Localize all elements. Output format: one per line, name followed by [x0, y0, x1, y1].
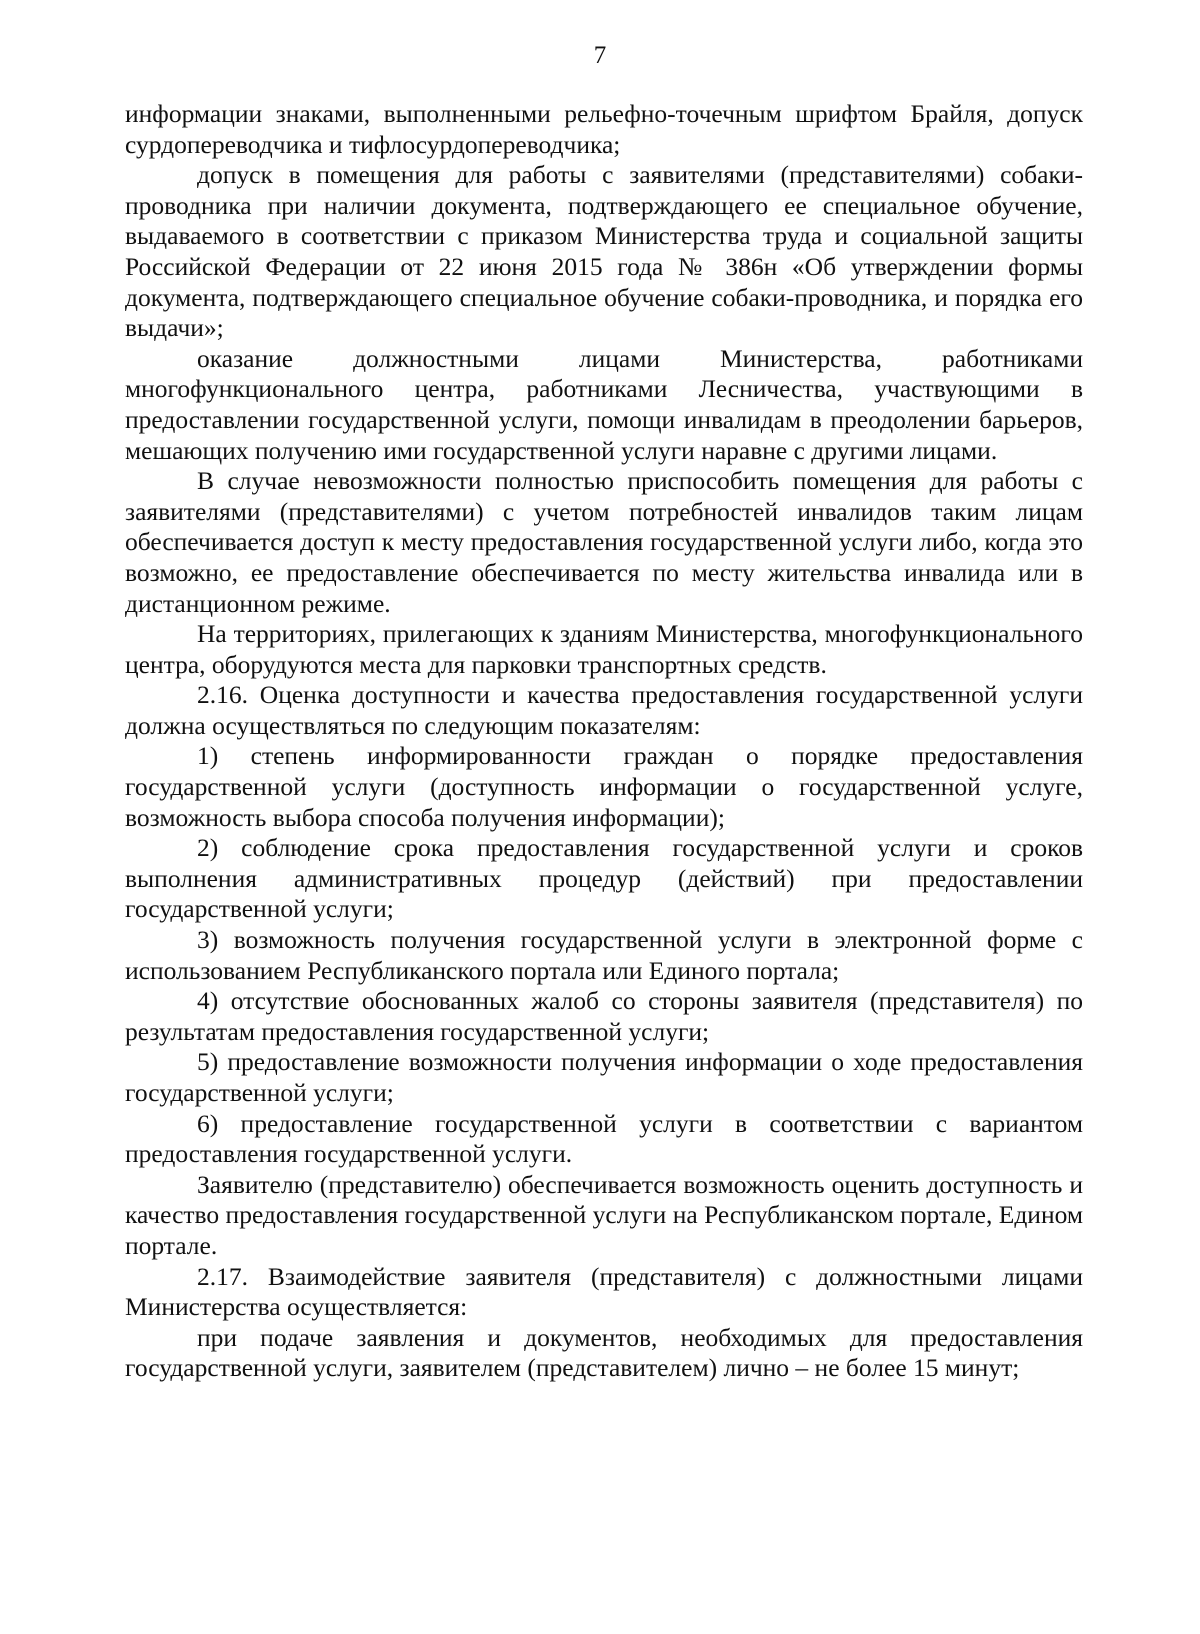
- page-number: 7: [593, 42, 607, 69]
- list-item-2: 2) соблюдение срока предоставления государственной услуги и сроков выполнения административных процедур (действий) при предоставлении государственной услуги;: [125, 833, 1083, 924]
- list-item-3: 3) возможность получения государственной услуги в электронной форме с использованием Республиканского портала или Единого портала;: [125, 925, 1083, 985]
- paragraph-2-17: 2.17. Взаимодействие заявителя (представителя) с должностными лицами Министерства осуществляется:: [125, 1261, 1083, 1322]
- paragraph-guide-dog-access: допуск в помещения для работы с заявителями (представителями) собаки-проводника при наличии документа, подтверждающего ее специальное обучение, выдаваемого в соответствии с приказом Министерства труда и социальной защиты Российской Федерации от 22 июня 2015 года № 386н «Об утверждении формы документа, подтверждающего специальное обучение собаки-проводника, и порядка его выдачи»;: [125, 160, 1083, 343]
- paragraph-continuation: информации знаками, выполненными рельефно-точечным шрифтом Брайля, допуск сурдопереводчика и тифлосурдопереводчика;: [125, 99, 1083, 159]
- paragraph-parking: На территориях, прилегающих к зданиям Министерства, многофункционального центра, оборудуются места для парковки транспортных средств.: [125, 619, 1083, 679]
- paragraph-evaluation: Заявителю (представителю) обеспечивается возможность оценить доступность и качество предоставления государственной услуги на Республиканском портале, Едином портале.: [125, 1169, 1083, 1260]
- paragraph-2-16: 2.16. Оценка доступности и качества предоставления государственной услуги должна осуществляться по следующим показателям:: [125, 680, 1083, 740]
- list-item-5: 5) предоставление возможности получения информации о ходе предоставления государственной услуги;: [125, 1047, 1083, 1107]
- list-item-6: 6) предоставление государственной услуги в соответствии с вариантом предоставления государственной услуги.: [125, 1108, 1083, 1169]
- paragraph-assistance: оказание должностными лицами Министерства, работниками многофункционального центра, работниками Лесничества, участвующими в предоставлении государственной услуги, помощи инвалидам в преодолении барьеров, мешающих получению ими государственной услуги наравне с другими лицами.: [125, 343, 1083, 465]
- list-item-4: 4) отсутствие обоснованных жалоб со стороны заявителя (представителя) по результатам предоставления государственной услуги;: [125, 986, 1083, 1046]
- paragraph-remote-service: В случае невозможности полностью приспособить помещения для работы с заявителями (представителями) с учетом потребностей инвалидов таким лицам обеспечивается доступ к месту предоставления государственной услуги либо, когда это возможно, ее предоставление обеспечивается по месту жительства инвалида или в дистанционном режиме.: [125, 466, 1083, 618]
- document-body: [125, 99, 1083, 1384]
- paragraph-submission-time: при подаче заявления и документов, необходимых для предоставления государственной услуги, заявителем (представителем) лично – не более 15 минут;: [125, 1322, 1083, 1383]
- list-item-1: 1) степень информированности граждан о порядке предоставления государственной услуги (доступность информации о государственной услуге, возможность выбора способа получения информации);: [125, 741, 1083, 832]
